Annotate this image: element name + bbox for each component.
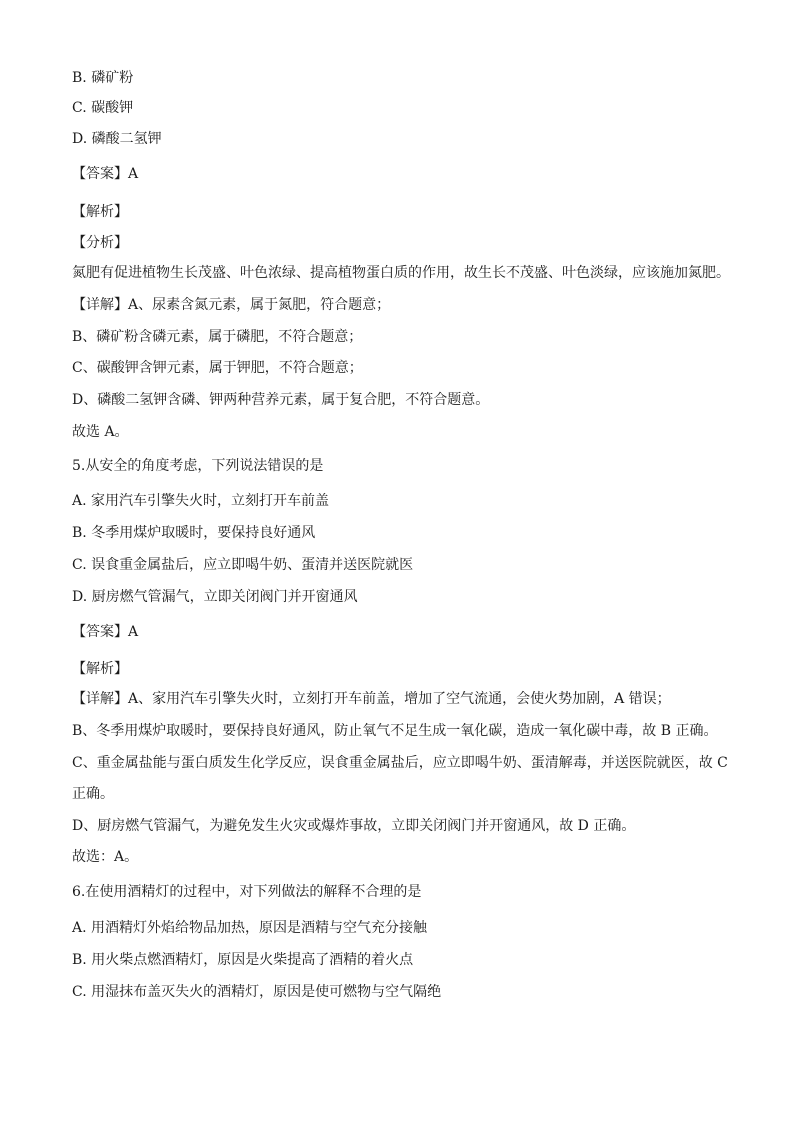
fenxi-header: 【分析】: [72, 235, 128, 251]
q5-option-c: C. 误食重金属盐后，应立即喝牛奶、蛋清并送医院就医: [72, 557, 414, 573]
q5-option-b: B. 冬季用煤炉取暖时，要保持良好通风: [72, 525, 316, 541]
q5-conclusion-line: 故选：A。: [72, 849, 139, 865]
option-b: B. 磷矿粉: [72, 70, 134, 86]
fenxi-text: 氮肥有促进植物生长茂盛、叶色浓绿、提高植物蛋白质的作用，故生长不茂盛、叶色淡绿，应该施加氮肥。: [72, 265, 730, 281]
q5-option-a: A. 家用汽车引擎失火时，立刻打开车前盖: [72, 493, 330, 509]
analysis-header: 【解析】: [72, 204, 128, 220]
q6-option-b: B. 用火柴点燃酒精灯，原因是火柴提高了酒精的着火点: [72, 952, 414, 968]
detail-line: B、磷矿粉含磷元素，属于磷肥，不符合题意；: [72, 329, 363, 345]
question-5: 5.从安全的角度考虑，下列说法错误的是: [72, 458, 324, 474]
question-6: 6.在使用酒精灯的过程中，对下列做法的解释不合理的是: [72, 884, 422, 900]
option-d: D. 磷酸二氢钾: [72, 131, 162, 147]
conclusion-line: 故选 A。: [72, 424, 129, 440]
q5-detail-line: D、厨房燃气管漏气，为避免发生火灾或爆炸事故，立即关闭阀门并开窗通风，故 D 正确。: [72, 818, 636, 834]
detail-line: C、碳酸钾含钾元素，属于钾肥，不符合题意；: [72, 360, 363, 376]
q6-option-a: A. 用酒精灯外焰给物品加热，原因是酒精与空气充分接触: [72, 920, 428, 936]
q5-analysis-header: 【解析】: [72, 661, 128, 677]
detail-line: 【详解】A、尿素含氮元素，属于氮肥，符合题意；: [72, 297, 391, 313]
q5-detail-line: C、重金属盐能与蛋白质发生化学反应，误食重金属盐后，应立即喝牛奶、蛋清解毒，并送医院就医，故 C: [72, 755, 728, 771]
q5-detail-line: B、冬季用煤炉取暖时，要保持良好通风，防止氧气不足生成一氧化碳，造成一氧化碳中毒，故 B 正确。: [72, 723, 718, 739]
q5-option-d: D. 厨房燃气管漏气，立即关闭阀门并开窗通风: [72, 589, 358, 605]
answer-line: 【答案】A: [72, 166, 139, 182]
q6-option-c: C. 用湿抹布盖灭失火的酒精灯，原因是使可燃物与空气隔绝: [72, 984, 442, 1000]
q5-answer-line: 【答案】A: [72, 624, 139, 640]
q5-detail-line: 【详解】A、家用汽车引擎失火时，立刻打开车前盖，增加了空气流通，会使火势加剧，A 错误；: [72, 691, 671, 707]
option-c: C. 碳酸钾: [72, 100, 134, 116]
q5-detail-line: 正确。: [72, 786, 114, 802]
detail-line: D、磷酸二氢钾含磷、钾两种营养元素，属于复合肥，不符合题意。: [72, 392, 490, 408]
